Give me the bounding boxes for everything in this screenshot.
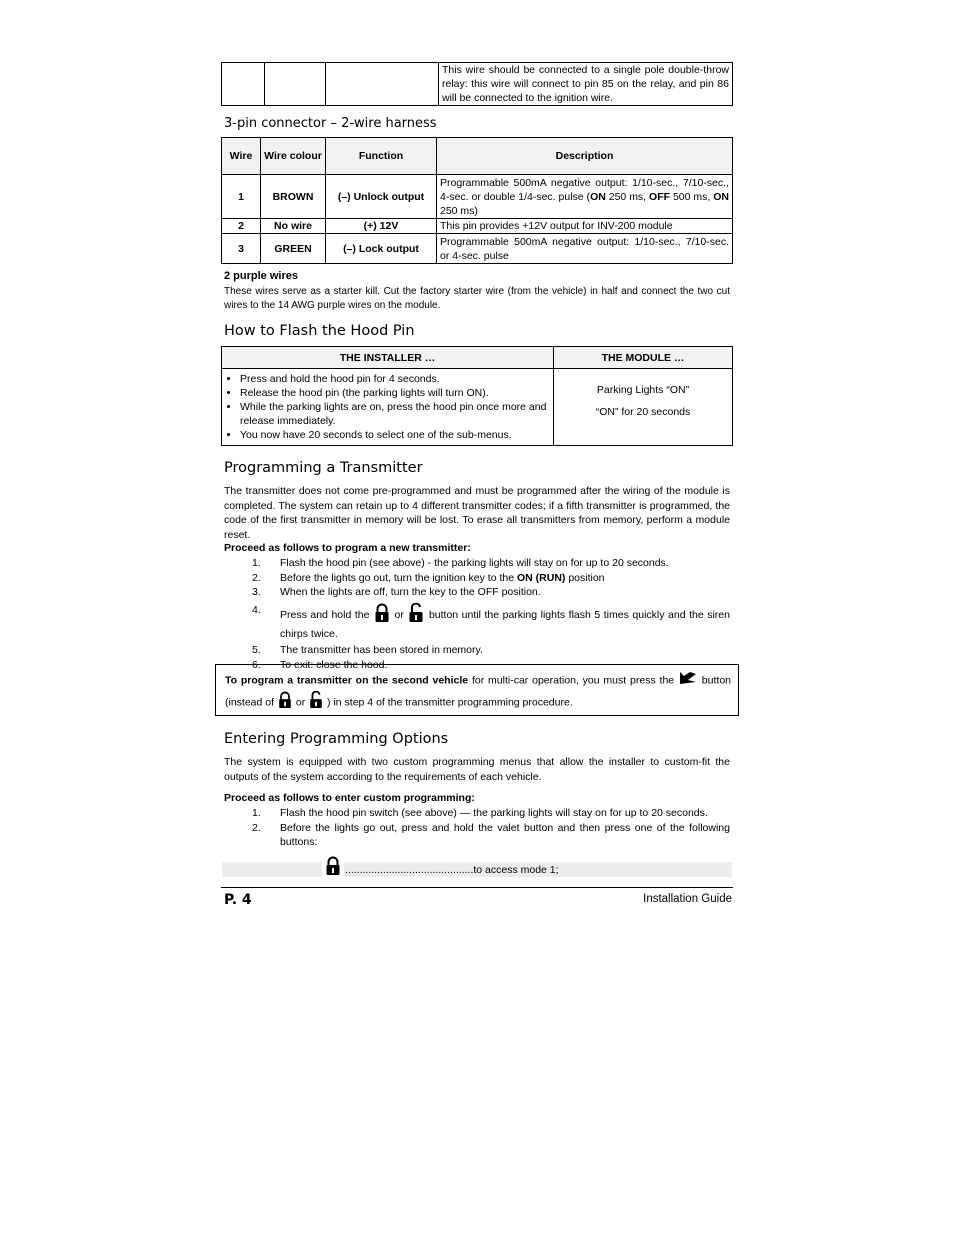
note-box (215, 664, 739, 716)
cell-colour: BROWN (261, 175, 326, 219)
table-row (222, 219, 733, 234)
list-item: 5. The transmitter has been stored in memory. (252, 643, 483, 656)
list-item: 1. Flash the hood pin switch (see above) — the parking lights will stay on for up to 20 seconds. (252, 807, 708, 819)
lock-open-icon (407, 603, 425, 628)
lock-closed-icon (373, 603, 391, 628)
cell-wire: 2 (222, 219, 261, 234)
table-row (222, 369, 733, 446)
lock-closed-icon (322, 856, 344, 879)
programming-proceed: Proceed as follows to program a new transmitter: (224, 542, 471, 554)
cell-description: Programmable 500mA negative output: 1/10-sec., 7/10-sec. or 4-sec. pulse (437, 234, 733, 264)
purple-wires-heading: 2 purple wires (224, 270, 298, 282)
page-number: P. 4 (224, 892, 252, 908)
installer-steps-list (223, 370, 552, 444)
list-item: 4. Press and hold the or button until the parking lights flash 5 times quickly and the siren chirps twice. (252, 603, 730, 640)
header-description: Description (437, 138, 733, 175)
list-item: 2. Before the lights go out, press and hold the valet button and then press one of the following buttons: (252, 821, 730, 848)
module-cell (554, 369, 733, 446)
table-row (222, 175, 733, 219)
cell-description: Programmable 500mA negative output: 1/10-sec., 7/10-sec., 4-sec. or double 1/4-sec. pulse (ON 250 ms, OFF 500 ms, ON 250 ms) (437, 175, 733, 219)
options-steps (252, 806, 730, 850)
installer-steps-cell (222, 369, 554, 446)
car-start-icon (678, 670, 698, 691)
note-text: To program a transmitter on the second vehicle for multi-car operation, you must press the button (instead of or ) in step 4 of the transmitter programming procedure. (225, 670, 731, 714)
lock-open-icon (308, 691, 324, 714)
options-proceed: Proceed as follows to enter custom programming: (224, 792, 475, 804)
table-row (222, 234, 733, 264)
cell-function: (–) Lock output (326, 234, 437, 264)
programming-intro: The transmitter does not come pre-programmed and must be programmed after the wiring of the module is completed. The system can retain up to 4 different transmitter codes; if a fifth transmitter is programmed, the code of the first transmitter in memory will be lost. To erase all transmitters from memory, perform a module reset. (224, 485, 730, 541)
list-item: • You now have 20 seconds to select one of the sub-menus. (240, 428, 552, 442)
cell-colour: GREEN (261, 234, 326, 264)
mode-row-text: ............................................to access mode 1; (345, 864, 559, 876)
options-intro: The system is equipped with two custom programming menus that allow the installer to custom-fit the outputs of the system according to the requirements of each vehicle. (224, 756, 730, 783)
table-header-row (222, 138, 733, 175)
section-heading-programming-transmitter: Programming a Transmitter (224, 460, 423, 476)
cell-description: This pin provides +12V output for INV-200 module (437, 219, 733, 234)
footer-guide-title: Installation Guide (643, 893, 732, 905)
header-wire: Wire (222, 138, 261, 175)
module-line-2: “ON” for 20 seconds (595, 406, 691, 418)
table-row (222, 63, 733, 106)
cell-colour: No wire (261, 219, 326, 234)
section-heading-programming-options: Entering Programming Options (224, 731, 449, 747)
header-wire-colour: Wire colour (261, 138, 326, 175)
cell-wire: 3 (222, 234, 261, 264)
wire-table (221, 137, 733, 264)
cell-function: (+) 12V (326, 219, 437, 234)
purple-wires-text: These wires serve as a starter kill. Cut the factory starter wire (from the vehicle) in half and connect the two cut wires to the 14 AWG purple wires on the module. (224, 286, 730, 311)
list-item: 3. When the lights are off, turn the key to the OFF position. (252, 586, 541, 598)
footer-divider (221, 887, 733, 888)
continued-table (221, 62, 733, 106)
list-item: • Press and hold the hood pin for 4 seconds. (240, 372, 552, 386)
transmitter-steps (252, 556, 730, 673)
table-header-row (222, 347, 733, 369)
section-heading-connector: 3-pin connector – 2-wire harness (224, 116, 437, 131)
list-item: • While the parking lights are on, press the hood pin once more and release immediately. (240, 400, 552, 428)
hood-pin-table (221, 346, 733, 446)
lock-closed-icon (277, 691, 293, 714)
cell-wire: 1 (222, 175, 261, 219)
table-cell-description: This wire should be connected to a single pole double-throw relay: this wire will connect to pin 85 on the relay, and pin 86 will be connected to the ignition wire. (439, 63, 733, 106)
list-item: 6. To exit: close the hood. (252, 659, 388, 671)
header-module: THE MODULE … (554, 347, 733, 369)
header-installer: THE INSTALLER … (222, 347, 554, 369)
list-item: 2. Before the lights go out, turn the ignition key to the ON (RUN) position (252, 571, 605, 584)
module-line-1: Parking Lights “ON” (596, 384, 690, 396)
header-function: Function (326, 138, 437, 175)
mode-row (222, 862, 732, 877)
list-item: • Release the hood pin (the parking lights will turn ON). (240, 386, 552, 400)
cell-function: (–) Unlock output (326, 175, 437, 219)
list-item: 1. Flash the hood pin (see above) - the parking lights will stay on for up to 20 seconds. (252, 557, 669, 569)
section-heading-hood-pin: How to Flash the Hood Pin (224, 323, 415, 339)
